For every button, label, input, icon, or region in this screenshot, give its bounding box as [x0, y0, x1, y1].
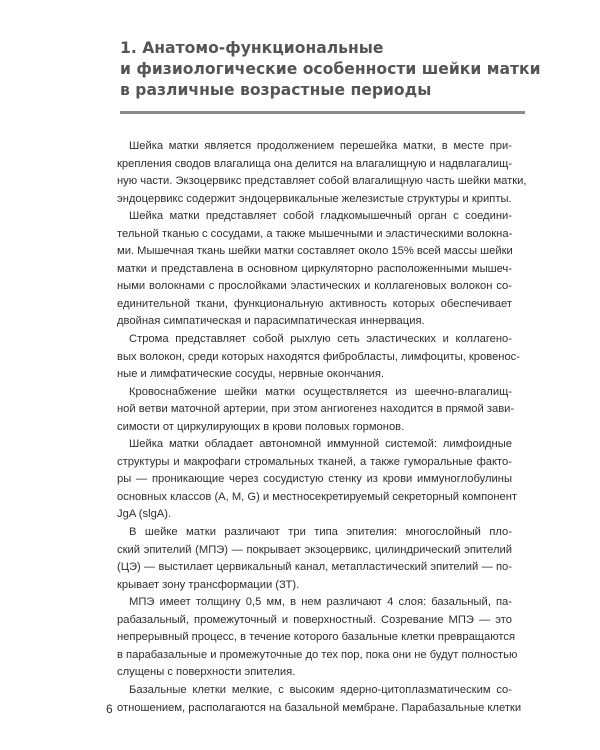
text-line: крепления сводов влагалища она делится на влагалищную и надвлагалищ-: [117, 157, 513, 170]
text-line: структуры и макрофаги стромальных тканей, а также гуморальные факто-: [117, 455, 512, 468]
paragraph: [117, 524, 512, 594]
text-line: тельной тканью с сосудами, а также мышечными и эластическими волокна-: [117, 227, 513, 240]
text-line: симости от циркулирующих в крови половых гормонов.: [117, 420, 405, 433]
heading-line: и физиологические особенности шейки матки: [120, 60, 541, 78]
chapter-heading: [120, 38, 541, 114]
paragraph: [117, 594, 518, 682]
text-line: ры — проникающие через сосудистую стенку из крови иммуноглобулины: [117, 473, 512, 486]
text-line: единительной ткани, функциональную активность которых обеспечивает: [117, 297, 512, 310]
paragraph: [117, 436, 518, 524]
text-line: крывает зону трансформации (ЗТ).: [117, 578, 300, 591]
text-line: рабазальный, промежуточный и поверхностный. Созревание МПЭ — это: [117, 613, 512, 626]
text-line: (ЦЭ) — выстилает цервикальный канал, метапластический эпителий — по-: [117, 561, 512, 574]
heading-line: в различные возрастные периоды: [120, 81, 432, 99]
text-line: ной ветви маточной артерии, при этом ангиогенез находится в прямой зави-: [117, 403, 515, 416]
text-line: двойная симпатическая и парасимпатическая иннервация.: [117, 315, 425, 328]
paragraph: [117, 331, 521, 384]
paragraph: [117, 384, 515, 437]
text-line: Шейка матки представляет собой гладкомышечный орган с соедини-: [129, 210, 512, 223]
text-line: слущены с поверхности эпителия.: [117, 666, 296, 679]
text-line: JgA (slgA).: [117, 508, 172, 521]
text-line: вых волокон, среди которых находятся фибробласты, лимфоциты, кровенос-: [117, 350, 521, 363]
text-line: ную части. Экзоцервикс представляет собой влагалищную часть шейки матки,: [117, 175, 527, 188]
text-line: Строма представляет собой рыхлую сеть эластических и коллагено-: [129, 333, 512, 346]
text-line: ми. Мышечная ткань шейки матки составляет около 15% всей массы шейки: [117, 245, 513, 258]
heading-line: 1. Анатомо-функциональные: [120, 39, 384, 57]
text-line: ными волокнами с прослойками эластических и коллагеновых волокон со-: [117, 280, 512, 293]
text-line: матки и представлена в основном циркуляторно расположенными мышеч-: [117, 262, 512, 275]
body-text: [117, 138, 527, 717]
text-line: эндоцервикс содержит эндоцервикальные железистые структуры и крипты.: [117, 192, 512, 205]
paragraph: [117, 138, 527, 208]
text-line: Шейка матки является продолжением перешейка матки, в месте при-: [129, 140, 512, 152]
text-line: ные и лимфатические сосуды, нервные окончания.: [117, 368, 384, 381]
text-line: МПЭ имеет толщину 0,5 мм, в нем различают 4 слоя: базальный, па-: [129, 596, 512, 609]
text-line: Кровоснабжение шейки матки осуществляется из шеечно-влагалищ-: [129, 385, 512, 398]
text-line: основных классов (A, M, G) и местносекретируемый секреторный компонент: [117, 490, 518, 503]
text-line: непрерывный процесс, в течение которого базальные клетки превращаются: [117, 631, 516, 644]
text-line: В шейке матки различают три типа эпителия: многослойный пло-: [129, 526, 512, 539]
text-line: Базальные клетки мелкие, с высоким ядерно-цитоплазматическим со-: [129, 683, 512, 696]
text-line: отношением, располагаются на базальной мембране. Парабазальные клетки: [117, 701, 522, 714]
text-line: Шейка матки обладает автономной иммунной системой: лимфоидные: [129, 438, 512, 451]
paragraph: [117, 208, 512, 331]
text-line: в парабазальные и промежуточные до тех пор, пока они не будут полностью: [117, 648, 518, 661]
paragraph: [117, 682, 522, 717]
page-number: 6: [106, 702, 113, 716]
text-line: ский эпителий (МПЭ) — покрывает экзоцервикс, цилиндрический эпителий: [117, 543, 512, 556]
